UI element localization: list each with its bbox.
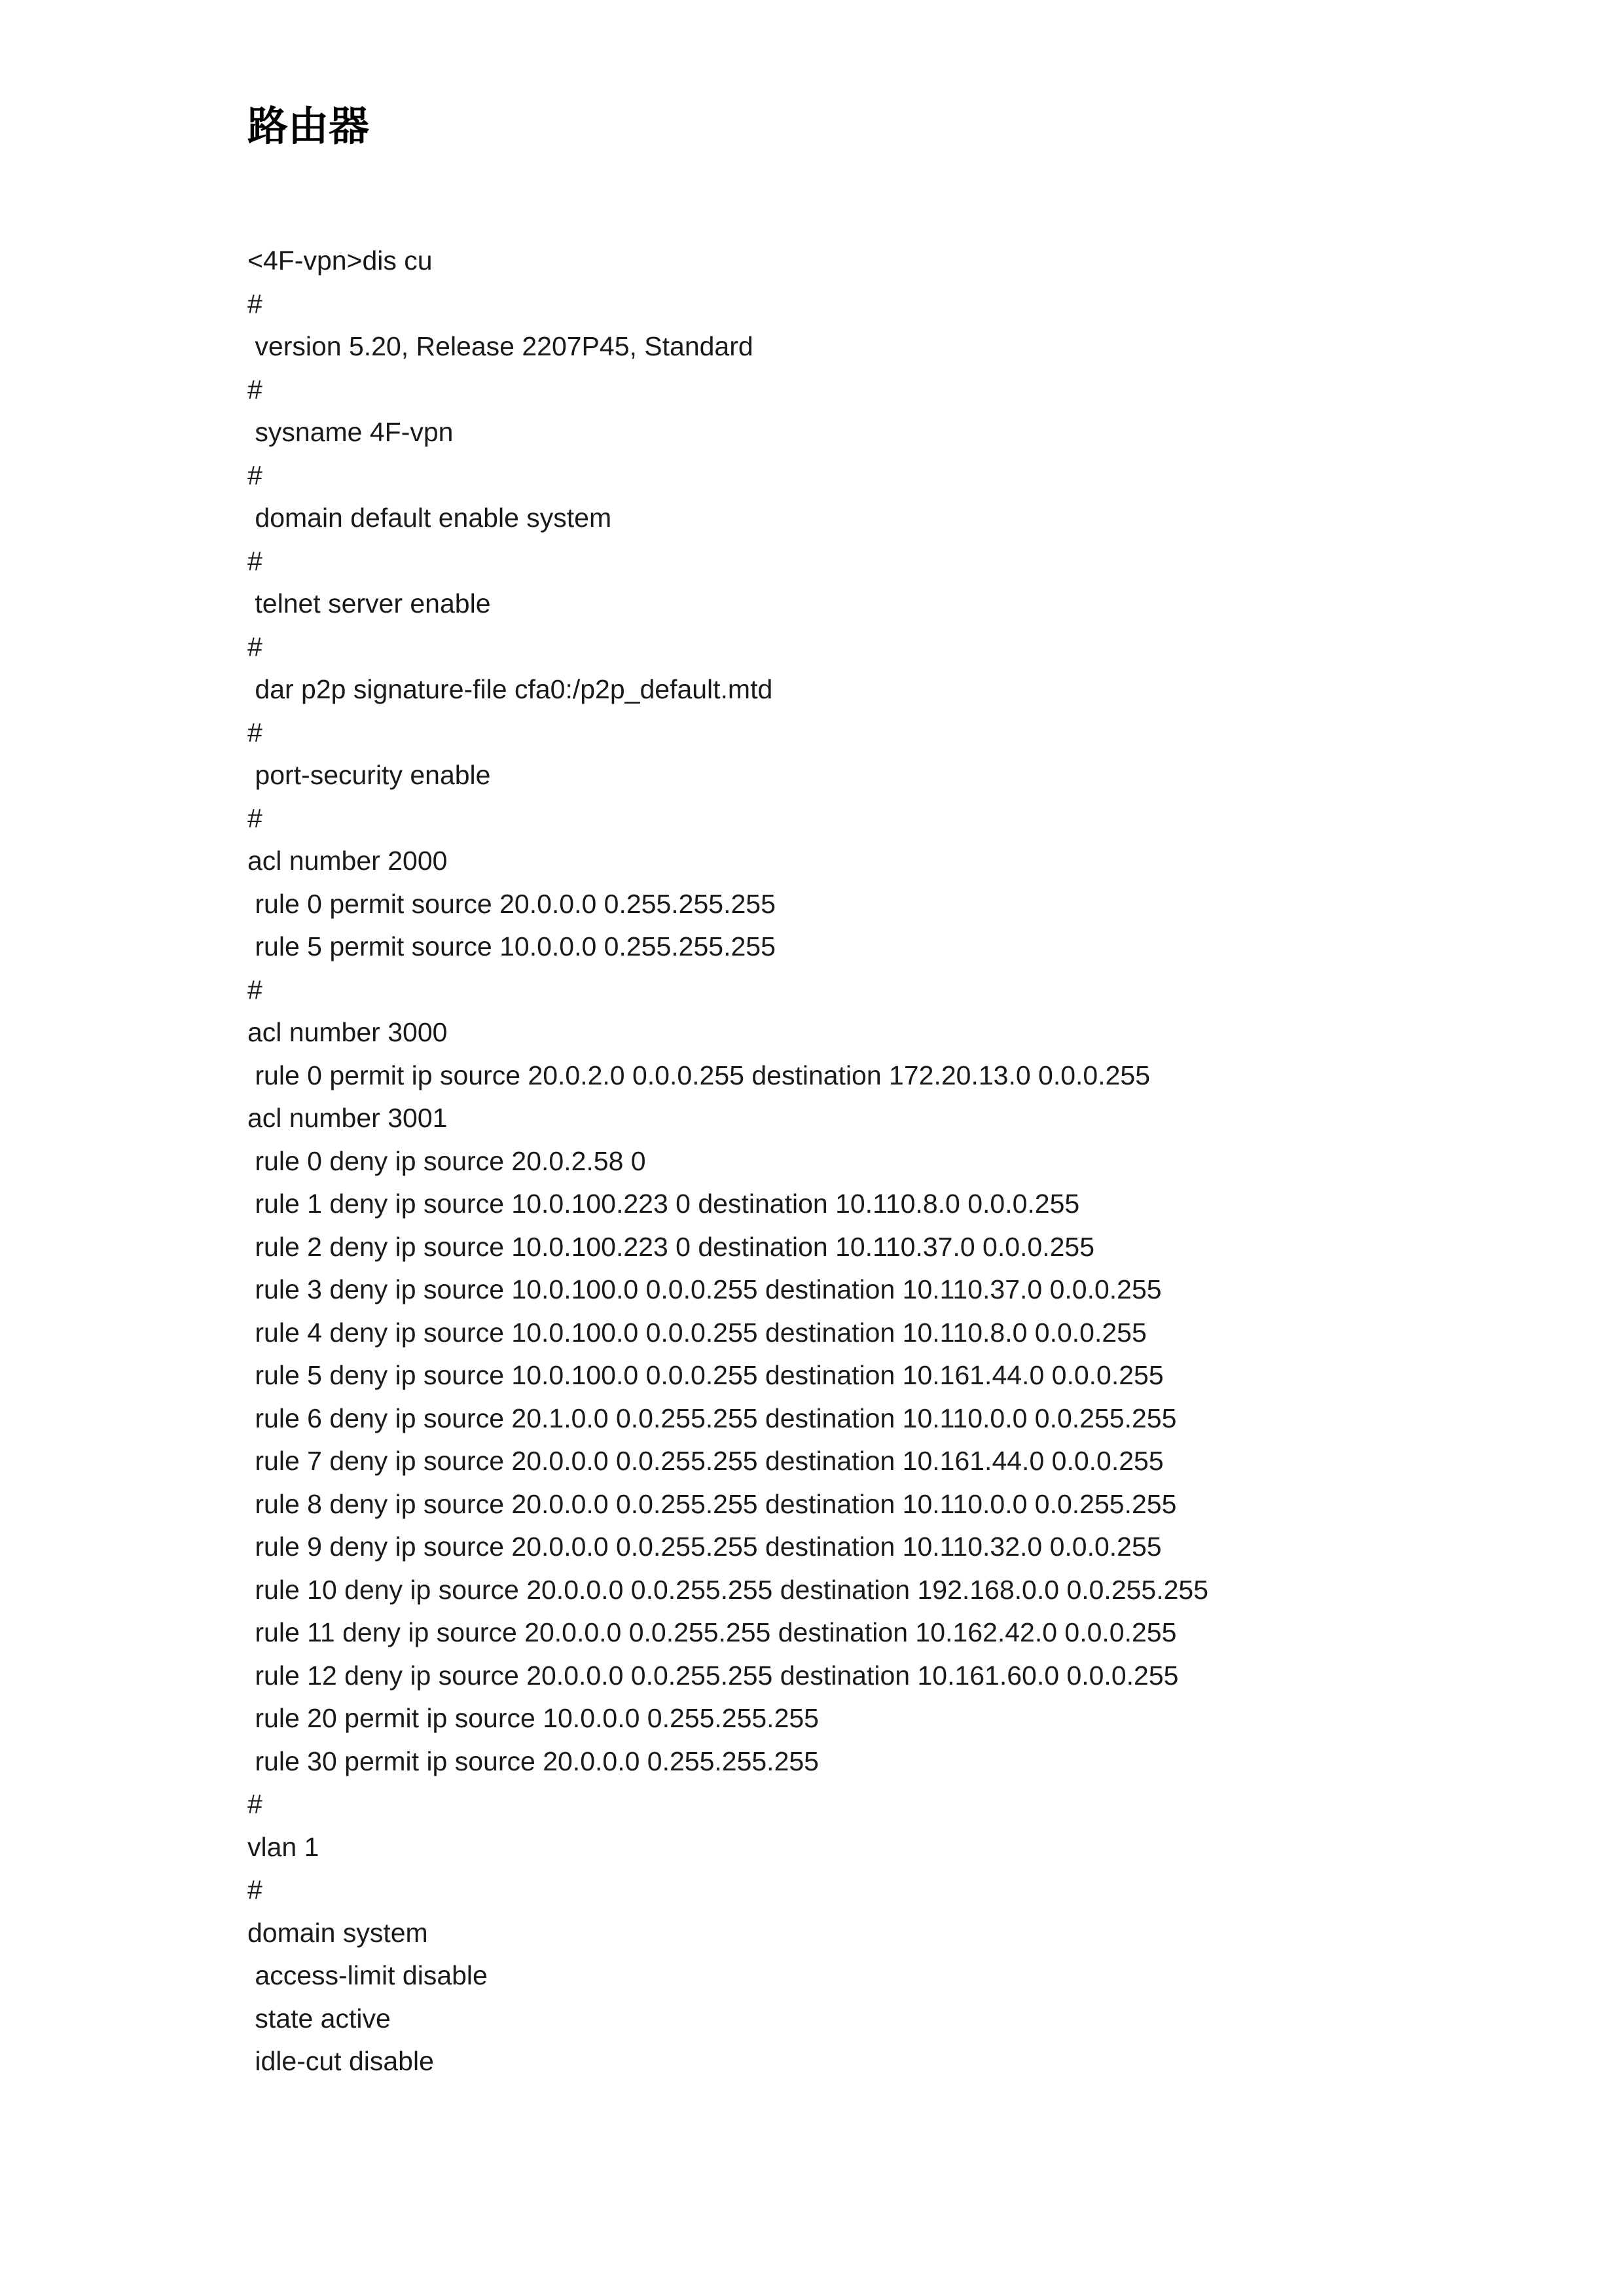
config-line: port-security enable <box>247 760 491 790</box>
config-line: telnet server enable <box>247 588 491 619</box>
config-line: idle-cut disable <box>247 2046 434 2076</box>
config-line: # <box>247 459 262 490</box>
config-line: rule 0 permit source 20.0.0.0 0.255.255.255 <box>247 888 776 919</box>
config-line: rule 5 deny ip source 10.0.100.0 0.0.0.255 destination 10.161.44.0 0.0.0.255 <box>247 1360 1164 1390</box>
config-line: vlan 1 <box>247 1831 319 1862</box>
config-line: acl number 2000 <box>247 846 448 876</box>
config-line: rule 8 deny ip source 20.0.0.0 0.0.255.255 destination 10.110.0.0 0.0.255.255 <box>247 1488 1177 1519</box>
config-line: rule 2 deny ip source 10.0.100.223 0 destination 10.110.37.0 0.0.0.255 <box>247 1231 1095 1262</box>
config-line: # <box>247 1789 262 1819</box>
config-line: rule 4 deny ip source 10.0.100.0 0.0.0.255 destination 10.110.8.0 0.0.0.255 <box>247 1317 1147 1348</box>
config-line: domain system <box>247 1917 428 1948</box>
config-line: rule 1 deny ip source 10.0.100.223 0 destination 10.110.8.0 0.0.0.255 <box>247 1189 1080 1219</box>
config-line: dar p2p signature-file cfa0:/p2p_default.mtd <box>247 674 773 704</box>
config-line: # <box>247 631 262 662</box>
config-line: # <box>247 288 262 319</box>
config-line: rule 9 deny ip source 20.0.0.0 0.0.255.255 destination 10.110.32.0 0.0.0.255 <box>247 1532 1162 1562</box>
config-line: # <box>247 974 262 1005</box>
config-line: rule 7 deny ip source 20.0.0.0 0.0.255.255 destination 10.161.44.0 0.0.0.255 <box>247 1446 1164 1476</box>
config-line: # <box>247 717 262 747</box>
document-title: 路由器 <box>247 102 370 150</box>
config-line: acl number 3000 <box>247 1017 448 1047</box>
config-line: rule 20 permit ip source 10.0.0.0 0.255.255.255 <box>247 1703 819 1733</box>
config-line: access-limit disable <box>247 1960 488 1990</box>
config-line: version 5.20, Release 2207P45, Standard <box>247 331 753 361</box>
config-line: # <box>247 802 262 833</box>
config-line: rule 3 deny ip source 10.0.100.0 0.0.0.255 destination 10.110.37.0 0.0.0.255 <box>247 1274 1162 1304</box>
config-line: rule 6 deny ip source 20.1.0.0 0.0.255.255 destination 10.110.0.0 0.0.255.255 <box>247 1403 1177 1433</box>
config-line: domain default enable system <box>247 503 612 533</box>
config-line: # <box>247 545 262 576</box>
config-line: acl number 3001 <box>247 1103 448 1133</box>
config-line: sysname 4F-vpn <box>247 417 454 447</box>
config-line: rule 0 permit ip source 20.0.2.0 0.0.0.255 destination 172.20.13.0 0.0.0.255 <box>247 1060 1151 1090</box>
config-line: rule 30 permit ip source 20.0.0.0 0.255.255.255 <box>247 1746 819 1776</box>
config-line: rule 12 deny ip source 20.0.0.0 0.0.255.255 destination 10.161.60.0 0.0.0.255 <box>247 1660 1179 1691</box>
config-line: # <box>247 374 262 404</box>
config-line: <4F-vpn>dis cu <box>247 245 433 276</box>
config-line: rule 10 deny ip source 20.0.0.0 0.0.255.255 destination 192.168.0.0 0.0.255.255 <box>247 1574 1209 1605</box>
config-line: rule 0 deny ip source 20.0.2.58 0 <box>247 1145 646 1176</box>
config-line: # <box>247 1874 262 1905</box>
config-line: state active <box>247 2003 391 2034</box>
config-line: rule 5 permit source 10.0.0.0 0.255.255.255 <box>247 931 776 961</box>
config-line: rule 11 deny ip source 20.0.0.0 0.0.255.255 destination 10.162.42.0 0.0.0.255 <box>247 1617 1177 1647</box>
config-listing <box>247 240 1543 2083</box>
